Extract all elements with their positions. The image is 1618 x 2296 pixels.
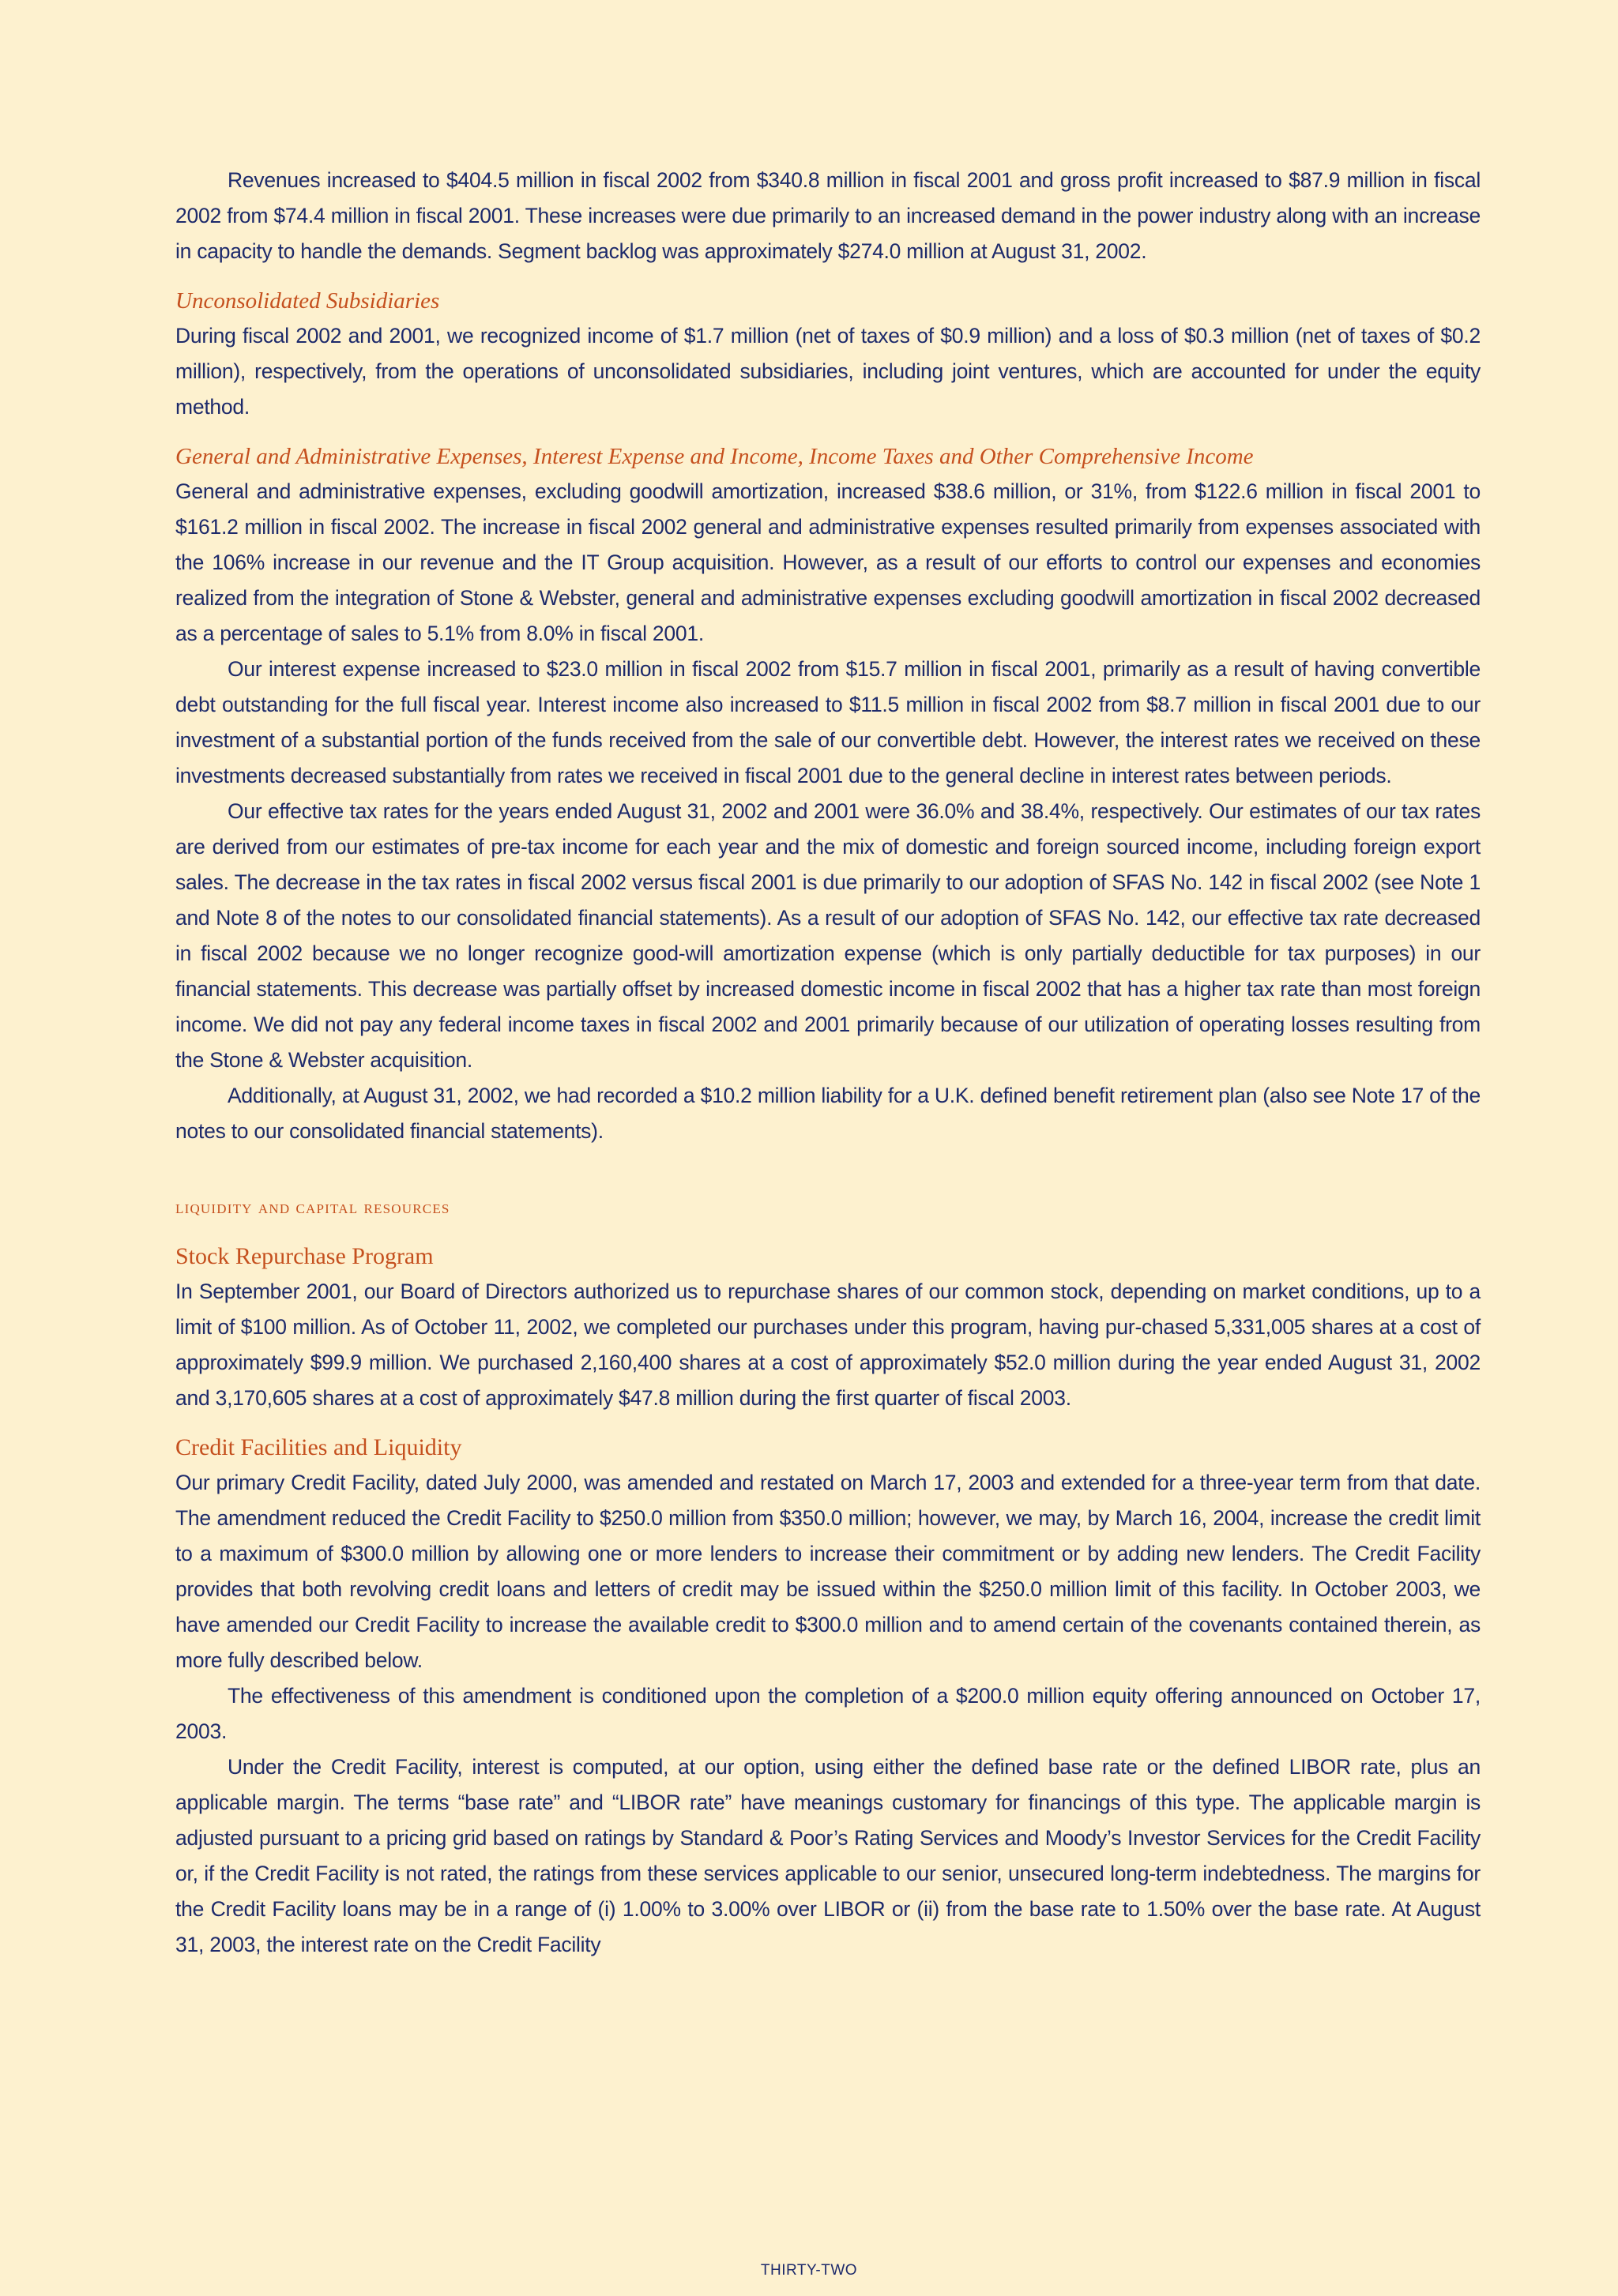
paragraph-credit-facility: Our primary Credit Facility, dated July 2000, was amended and restated on March 17, 2003 and extended for a three-year term from that date. The amendment reduced the Credit Facility to $250.0 million from $350.0 million; however, we may, by March 16, 2004, increase the credit limit to a maximum of $300.0 million by allowing one or more lenders to increase their commitment or by adding new lenders. The Credit Facility provides that both revolving credit loans and letters of credit may be issued within the $250.0 million limit of this facility. In October 2003, we have amended our Credit Facility to increase the available credit to $300.0 million and to amend certain of the covenants contained therein, as more fully described below. xyxy=(175,1471,1481,1672)
paragraph-interest-expense: Our interest expense increased to $23.0 million in fiscal 2002 from $15.7 million in fiscal 2001, primarily as a result of having convertible debt outstanding for the full fiscal year. Interest income also increased to $11.5 million in fiscal 2002 from $8.7 million in fiscal 2001 due to our investment of a substantial portion of the funds received from the sale of our convertible debt. However, the interest rates we received on these investments decreased substantially from rates we received in fiscal 2001 due to the general decline in interest rates between periods. xyxy=(175,657,1481,787)
paragraph-tax-rates: Our effective tax rates for the years ended August 31, 2002 and 2001 were 36.0% and 38.4%, respectively. Our estimates of our tax rates are derived from our estimates of pre-tax income for each year and the mix of domestic and foreign sourced income, including foreign export sales. The decrease in the tax rates in fiscal 2002 versus fiscal 2001 is due primarily to our adoption of SFAS No. 142 in fiscal 2002 (see Note 1 and Note 8 of the notes to our consolidated financial statements). As a result of our adoption of SFAS No. 142, our effective tax rate decreased in fiscal 2002 because we no longer recognize good-will amortization expense (which is only partially deductible for tax purposes) in our financial statements. This decrease was partially offset by increased domestic income in fiscal 2002 that has a higher tax rate than most foreign income. We did not pay any federal income taxes in fiscal 2002 and 2001 primarily because of our utilization of operating losses resulting from the Stone & Webster acquisition. xyxy=(175,799,1481,1072)
paragraph-amendment-effectiveness: The effectiveness of this amendment is conditioned upon the completion of a $200.0 million equity offering announced on October 17, 2003. xyxy=(175,1684,1481,1743)
paragraph-general-administrative: General and administrative expenses, excluding goodwill amortization, increased $38.6 million, or 31%, from $122.6 million in fiscal 2001 to $161.2 million in fiscal 2002. The increase in fiscal 2002 general and administrative expenses resulted primarily from expenses associated with the 106% increase in our revenue and the IT Group acquisition. However, as a result of our efforts to control our expenses and economies realized from the integration of Stone & Webster, general and administrative expenses excluding goodwill amortization in fiscal 2002 decreased as a percentage of sales to 5.1% from 8.0% in fiscal 2001. xyxy=(175,479,1481,645)
section-heading-liquidity: liquidity and capital resources xyxy=(175,1197,450,1218)
document-body xyxy=(175,163,1481,1963)
paragraph-interest-computation: Under the Credit Facility, interest is computed, at our option, using either the defined base rate or the defined LIBOR rate, plus an applicable margin. The terms “base rate” and “LIBOR rate” have meanings customary for financings of this type. The applicable margin is adjusted pursuant to a pricing grid based on ratings by Standard & Poor’s Rating Services and Moody’s Investor Services for the Credit Facility or, if the Credit Facility is not rated, the ratings from these services applicable to our senior, unsecured long-term indebtedness. The margins for the Credit Facility loans may be in a range of (i) 1.00% to 3.00% over LIBOR or (ii) from the base rate to 1.50% over the base rate. At August 31, 2003, the interest rate on the Credit Facility xyxy=(175,1755,1481,1956)
heading-stock-repurchase: Stock Repurchase Program xyxy=(175,1243,434,1269)
heading-unconsolidated-subsidiaries: Unconsolidated Subsidiaries xyxy=(175,288,440,314)
paragraph-segment-revenues: Revenues increased to $404.5 million in fiscal 2002 from $340.8 million in fiscal 2001 and gross profit increased to $87.9 million in fiscal 2002 from $74.4 million in fiscal 2001. These increases were due primarily to an increased demand in the power industry along with an increase in capacity to handle the demands. Segment backlog was approximately $274.0 million at August 31, 2002. xyxy=(175,168,1481,263)
heading-general-administrative: General and Administrative Expenses, Interest Expense and Income, Income Taxes and Other Comprehensive Income xyxy=(175,444,1254,469)
heading-credit-facilities: Credit Facilities and Liquidity xyxy=(175,1434,462,1460)
paragraph-unconsolidated-subsidiaries: During fiscal 2002 and 2001, we recognized income of $1.7 million (net of taxes of $0.9 million) and a loss of $0.3 million (net of taxes of $0.2 million), respectively, from the operations of unconsolidated subsidiaries, including joint ventures, which are accounted for under the equity method. xyxy=(175,324,1481,419)
page-number: THIRTY-TWO xyxy=(760,2262,858,2279)
paragraph-stock-repurchase: In September 2001, our Board of Directors authorized us to repurchase shares of our common stock, depending on market conditions, up to a limit of $100 million. As of October 11, 2002, we completed our purchases under this program, having pur-chased 5,331,005 shares at a cost of approximately $99.9 million. We purchased 2,160,400 shares at a cost of approximately $52.0 million during the year ended August 31, 2002 and 3,170,605 shares at a cost of approximately $47.8 million during the first quarter of fiscal 2003. xyxy=(175,1280,1481,1410)
paragraph-retirement-plan: Additionally, at August 31, 2002, we had recorded a $10.2 million liability for a U.K. defined benefit retirement plan (also see Note 17 of the notes to our consolidated financial statements). xyxy=(175,1084,1481,1143)
